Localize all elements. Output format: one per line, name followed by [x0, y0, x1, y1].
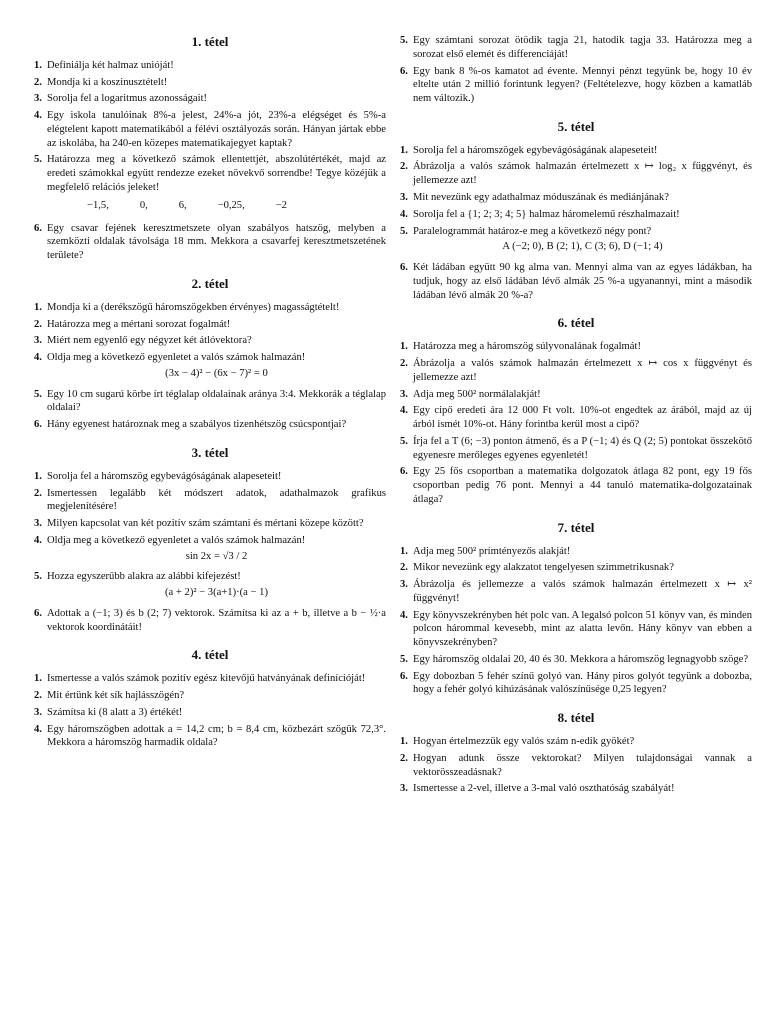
task-text: Egy 25 fős csoportban a matematika dolgozatok átlaga 82 pont, egy 19 fős csoportban pedig 76 pont. Mennyi a 44 tanuló matematika-dolgozatainak átlaga?: [413, 466, 752, 505]
task-text: Írja fel a T (6; −3) ponton átmenő, és a P (−1; 4) és Q (2; 5) pontokat összekötő egyenesre merőleges egyenes egyenletét!: [413, 435, 752, 461]
task-text: Ismertesse a valós számok pozitív egész kitevőjű hatványának definícióját!: [47, 673, 366, 685]
task-body: [413, 782, 752, 796]
number-value: 6,: [178, 199, 187, 211]
task-body: [413, 578, 752, 606]
task-text: Hogyan adunk össze vektorokat? Milyen tulajdonságai vannak a vektorösszeadásnak?: [413, 752, 752, 778]
right-column: [400, 34, 752, 809]
task-item: [34, 534, 386, 568]
exam-section: [34, 276, 386, 432]
task-item: [400, 782, 752, 796]
number-value: −0,25,: [217, 199, 245, 211]
task-body: [413, 404, 752, 432]
task-number: 3.: [34, 335, 42, 347]
task-number: 2.: [400, 562, 408, 574]
task-text: Egy bank 8 %-os kamatot ad évente. Mennyi pénzt tegyünk be, hogy 10 év eltelte után 2 millió forintunk legyen? (Feltételezve, hogy közben a kamatláb nem változik.): [413, 65, 752, 105]
task-item: [400, 561, 752, 575]
task-number: 1.: [400, 341, 408, 353]
task-item: [34, 706, 386, 720]
task-item: [34, 517, 386, 531]
task-item: [34, 351, 386, 385]
task-body: [47, 672, 386, 686]
task-body: [47, 723, 386, 751]
task-body: [47, 706, 386, 720]
task-text: Mondja ki a koszinusztételt!: [47, 76, 168, 88]
task-number: 1.: [400, 144, 408, 156]
exam-section: [400, 520, 752, 698]
task-body: [47, 570, 386, 604]
task-number: 5.: [34, 571, 42, 583]
task-body: [413, 144, 752, 158]
task-formula: sin 2x = √3 / 2: [185, 550, 248, 562]
task-number: 5.: [34, 154, 42, 166]
task-item: [34, 607, 386, 635]
task-text: Egy iskola tanulóinak 8%-a jelest, 24%-a jót, 23%-a elégséget és 5%-a elégtelent kapott matematikából a félévi osztályozás során. Hányan jártak ebbe az iskolába, ha 240-en közepes matematikajegyet kaptak?: [47, 110, 386, 149]
task-item: [34, 301, 386, 315]
task-body: [413, 653, 752, 667]
task-text: Határozza meg a háromszög súlyvonalának fogalmát!: [413, 341, 641, 353]
task-item: [400, 735, 752, 749]
task-text: Két ládában együtt 90 kg alma van. Mennyi alma van az egyes ládákban, ha tudjuk, hogy az első ládában lévő almák 25 %-a ugyanannyi, mint a második ládában lévő almák 20 %-a?: [413, 262, 752, 301]
task-text: Hogyan értelmezzük egy valós szám n-edik gyökét?: [413, 736, 635, 748]
task-body: [413, 435, 752, 463]
task-body: [413, 735, 752, 749]
task-text: Adottak a (−1; 3) és b (2; 7) vektorok. Számítsa ki az a + b, illetve a b − ½·a vektorok koordinátáit!: [47, 607, 386, 633]
task-body: [47, 301, 386, 315]
task-body: [413, 752, 752, 780]
task-number: 5.: [400, 225, 408, 237]
task-number: 2.: [34, 487, 42, 499]
section-title: 3. tétel: [191, 444, 229, 460]
task-text: Egy dobozban 5 fehér színű golyó van. Hány piros golyót tegyünk a dobozba, hogy a fehér golyó kihúzásának valószínűsége 0,25 legyen?: [413, 670, 752, 696]
task-number: 5.: [400, 653, 408, 665]
task-text: Mit értünk két sík hajlásszögén?: [47, 690, 185, 702]
task-item: [34, 318, 386, 332]
task-body: [413, 34, 752, 62]
task-text: Határozza meg a következő számok ellentettjét, abszolútértékét, majd az eredeti számokkal együtt rendezze ezeket növekvő sorrendbe! Tegye közéjük a megfelelő relációs jeleket!: [47, 154, 386, 194]
task-number: 4.: [400, 609, 408, 621]
task-number: 2.: [34, 690, 42, 702]
task-item: [34, 723, 386, 751]
task-item: [34, 470, 386, 484]
task-number: 4.: [400, 405, 408, 417]
task-number: 3.: [400, 388, 408, 400]
task-item: [34, 92, 386, 106]
task-formula: (3x − 4)² − (6x − 7)² = 0: [165, 367, 268, 379]
task-body: [413, 191, 752, 205]
task-text: Sorolja fel a háromszög egybevágóságának alapeseteit!: [47, 470, 282, 482]
task-body: [413, 670, 752, 698]
task-formula: A (−2; 0), B (2; 1), C (3; 6), D (−1; 4): [502, 241, 663, 253]
section-title: 2. tétel: [191, 275, 229, 291]
exam-section: [34, 647, 386, 750]
task-body: [47, 76, 386, 90]
task-item: [34, 76, 386, 90]
task-number: 6.: [400, 65, 408, 77]
task-body: [47, 607, 386, 635]
task-number: 5.: [400, 35, 408, 46]
task-text: Mikor nevezünk egy alakzatot tengelyesen szimmetrikusnak?: [413, 562, 674, 574]
task-text: Ábrázolja a valós számok halmazán értelmezett x ↦ cos x függvényt és jellemezze azt!: [413, 358, 752, 383]
section-title: 4. tétel: [191, 647, 229, 663]
task-number: 6.: [400, 466, 408, 478]
task-number: 3.: [34, 706, 42, 718]
task-item: [400, 65, 752, 106]
task-text: Definiálja két halmaz unióját!: [47, 59, 174, 71]
task-formula: (a + 2)² − 3(a+1)·(a − 1): [165, 587, 268, 599]
task-number: 1.: [34, 59, 42, 71]
task-text: Mondja ki a (derékszögű háromszögekben érvényes) magasságtételt!: [47, 301, 340, 313]
task-item: [34, 109, 386, 150]
task-number: 3.: [400, 783, 408, 795]
task-body: [47, 92, 386, 106]
number-value: −2: [275, 199, 287, 211]
task-number: 6.: [34, 419, 42, 431]
task-body: [47, 534, 386, 568]
task-text: Mit nevezünk egy adathalmaz móduszának és mediánjának?: [413, 192, 669, 204]
task-body: [413, 65, 752, 106]
task-item: [34, 689, 386, 703]
task-text: Adja meg 500² normálalakját!: [413, 388, 541, 400]
task-text: Miért nem egyenlő egy négyzet két átlóvektora?: [47, 335, 252, 347]
task-number: 3.: [400, 192, 408, 204]
task-item: [400, 357, 752, 385]
task-item: [400, 191, 752, 205]
task-body: [47, 153, 386, 218]
task-number: 3.: [400, 579, 408, 591]
task-item: [400, 144, 752, 158]
task-number: 1.: [34, 301, 42, 313]
task-item: [400, 160, 752, 188]
section-title: 7. tétel: [557, 519, 595, 535]
task-body: [47, 334, 386, 348]
task-text: Egy háromszögben adottak a = 14,2 cm; b = 8,4 cm, közbezárt szögük 72,3°. Mekkora a háromszög harmadik oldala?: [47, 723, 386, 749]
task-body: [413, 561, 752, 575]
section-title: 6. tétel: [557, 315, 595, 331]
left-column: [34, 30, 386, 763]
task-number: 5.: [34, 388, 42, 400]
task-body: [47, 318, 386, 332]
exam-section: [400, 34, 752, 106]
task-body: [47, 222, 386, 263]
task-text: Számítsa ki (8 alatt a 3) értékét!: [47, 706, 183, 718]
task-text: Ismertessen legalább két módszert adatok, adathalmazok grafikus megjelenítésére!: [47, 487, 386, 513]
number-list: [87, 199, 287, 213]
task-item: [34, 672, 386, 686]
task-body: [413, 388, 752, 402]
task-number: 4.: [34, 352, 42, 364]
task-text: Egy 10 cm sugarú körbe írt téglalap oldalainak aránya 3:4. Mekkorák a téglalap oldalai?: [47, 388, 386, 414]
task-text: Ábrázolja és jellemezze a valós számok halmazán értelmezett x ↦ x² függvényt!: [413, 579, 752, 604]
task-body: [413, 261, 752, 302]
task-number: 1.: [400, 736, 408, 748]
section-title: 1. tétel: [191, 34, 229, 49]
task-item: [400, 261, 752, 302]
task-number: 4.: [400, 208, 408, 220]
task-body: [47, 517, 386, 531]
task-text: Ábrázolja a valós számok halmazán értelmezett x ↦ log₂ x függvényt, és jellemezze azt!: [413, 161, 752, 187]
section-title: 8. tétel: [557, 710, 595, 726]
task-text: Oldja meg a következő egyenletet a valós számok halmazán!: [47, 534, 306, 546]
task-item: [34, 222, 386, 263]
exam-section: [34, 34, 386, 263]
task-body: [47, 109, 386, 150]
task-item: [400, 578, 752, 606]
task-number: 6.: [400, 670, 408, 682]
task-number: 1.: [34, 673, 42, 685]
task-number: 2.: [34, 318, 42, 330]
exam-section: [400, 710, 752, 796]
task-number: 2.: [400, 752, 408, 764]
task-body: [47, 351, 386, 385]
task-number: 4.: [34, 110, 42, 122]
task-text: Oldja meg a következő egyenletet a valós számok halmazán!: [47, 352, 306, 364]
task-item: [34, 59, 386, 73]
task-item: [34, 418, 386, 432]
task-item: [400, 752, 752, 780]
task-item: [34, 153, 386, 218]
task-item: [34, 487, 386, 515]
task-item: [400, 404, 752, 432]
task-body: [47, 487, 386, 515]
task-item: [400, 208, 752, 222]
task-body: [413, 225, 752, 259]
task-number: 2.: [400, 161, 408, 173]
task-body: [47, 689, 386, 703]
number-value: −1,5,: [87, 199, 109, 211]
task-text: Egy könyvszekrényben hét polc van. A legalsó polcon 51 könyv van, és minden polcon hárommal kevesebb, mint az alatta levőn. Hány könyv van ebben a könyvszekrényben?: [413, 609, 752, 649]
task-text: Sorolja fel a háromszögek egybevágóságának alapeseteit!: [413, 144, 658, 156]
task-body: [413, 357, 752, 385]
task-text: Paralelogrammát határoz-e meg a következő négy pont?: [413, 225, 652, 237]
task-item: [400, 388, 752, 402]
task-text: Milyen kapcsolat van két pozitív szám számtani és mértani közepe között?: [47, 518, 364, 530]
task-number: 1.: [34, 470, 42, 482]
task-item: [400, 435, 752, 463]
task-text: Hozza egyszerűbb alakra az alábbi kifejezést!: [47, 571, 241, 583]
task-item: [400, 545, 752, 559]
task-item: [400, 653, 752, 667]
task-text: Határozza meg a mértani sorozat fogalmát!: [47, 318, 231, 330]
task-text: Hány egyenest határoznak meg a szabályos tizenhétszög csúcspontjai?: [47, 419, 347, 431]
task-item: [400, 465, 752, 506]
task-item: [400, 225, 752, 259]
task-body: [413, 208, 752, 222]
task-text: Sorolja fel a logaritmus azonosságait!: [47, 93, 208, 105]
task-body: [413, 609, 752, 650]
task-text: Egy háromszög oldalai 20, 40 és 30. Mekkora a háromszög legnagyobb szöge?: [413, 653, 749, 665]
exam-section: [34, 445, 386, 635]
task-text: Egy csavar fejének keresztmetszete olyan szabályos hatszög, melyben a szemközti oldalak távolsága 18 mm. Mekkora a csavarfej keresztmetszetének területe?: [47, 222, 386, 262]
exam-section: [400, 315, 752, 506]
task-number: 3.: [34, 518, 42, 530]
task-number: 3.: [34, 93, 42, 105]
task-number: 4.: [34, 723, 42, 735]
number-value: 0,: [139, 199, 148, 211]
task-body: [413, 465, 752, 506]
task-body: [47, 418, 386, 432]
task-body: [47, 470, 386, 484]
task-body: [47, 388, 386, 416]
task-item: [400, 34, 752, 62]
exam-section: [400, 119, 752, 303]
task-number: 1.: [400, 545, 408, 557]
task-text: Egy cipő eredeti ára 12 000 Ft volt. 10%-ot engedtek az árából, majd az új árból ismét 10%-ot. Hány forintba kerül most a cipő?: [413, 405, 752, 431]
task-text: Sorolja fel a {1; 2; 3; 4; 5} halmaz háromelemű részhalmazait!: [413, 208, 680, 220]
task-item: [34, 570, 386, 604]
task-item: [400, 670, 752, 698]
task-number: 5.: [400, 435, 408, 447]
task-item: [34, 388, 386, 416]
section-title: 5. tétel: [557, 118, 595, 134]
task-number: 6.: [400, 262, 408, 274]
task-text: Ismertesse a 2-vel, illetve a 3-mal való oszthatóság szabályát!: [413, 783, 675, 795]
task-item: [400, 609, 752, 650]
task-number: 4.: [34, 534, 42, 546]
task-body: [47, 59, 386, 73]
task-text: Adja meg 500² prímtényezős alakját!: [413, 545, 571, 557]
task-text: Egy számtani sorozat ötödik tagja 21, hatodik tagja 33. Határozza meg a sorozat első elemét és differenciáját!: [413, 35, 752, 60]
task-number: 2.: [34, 76, 42, 88]
task-item: [400, 340, 752, 354]
task-body: [413, 545, 752, 559]
task-number: 6.: [34, 607, 42, 619]
task-body: [413, 340, 752, 354]
task-number: 2.: [400, 358, 408, 370]
task-item: [34, 334, 386, 348]
task-number: 6.: [34, 222, 42, 234]
task-body: [413, 160, 752, 188]
